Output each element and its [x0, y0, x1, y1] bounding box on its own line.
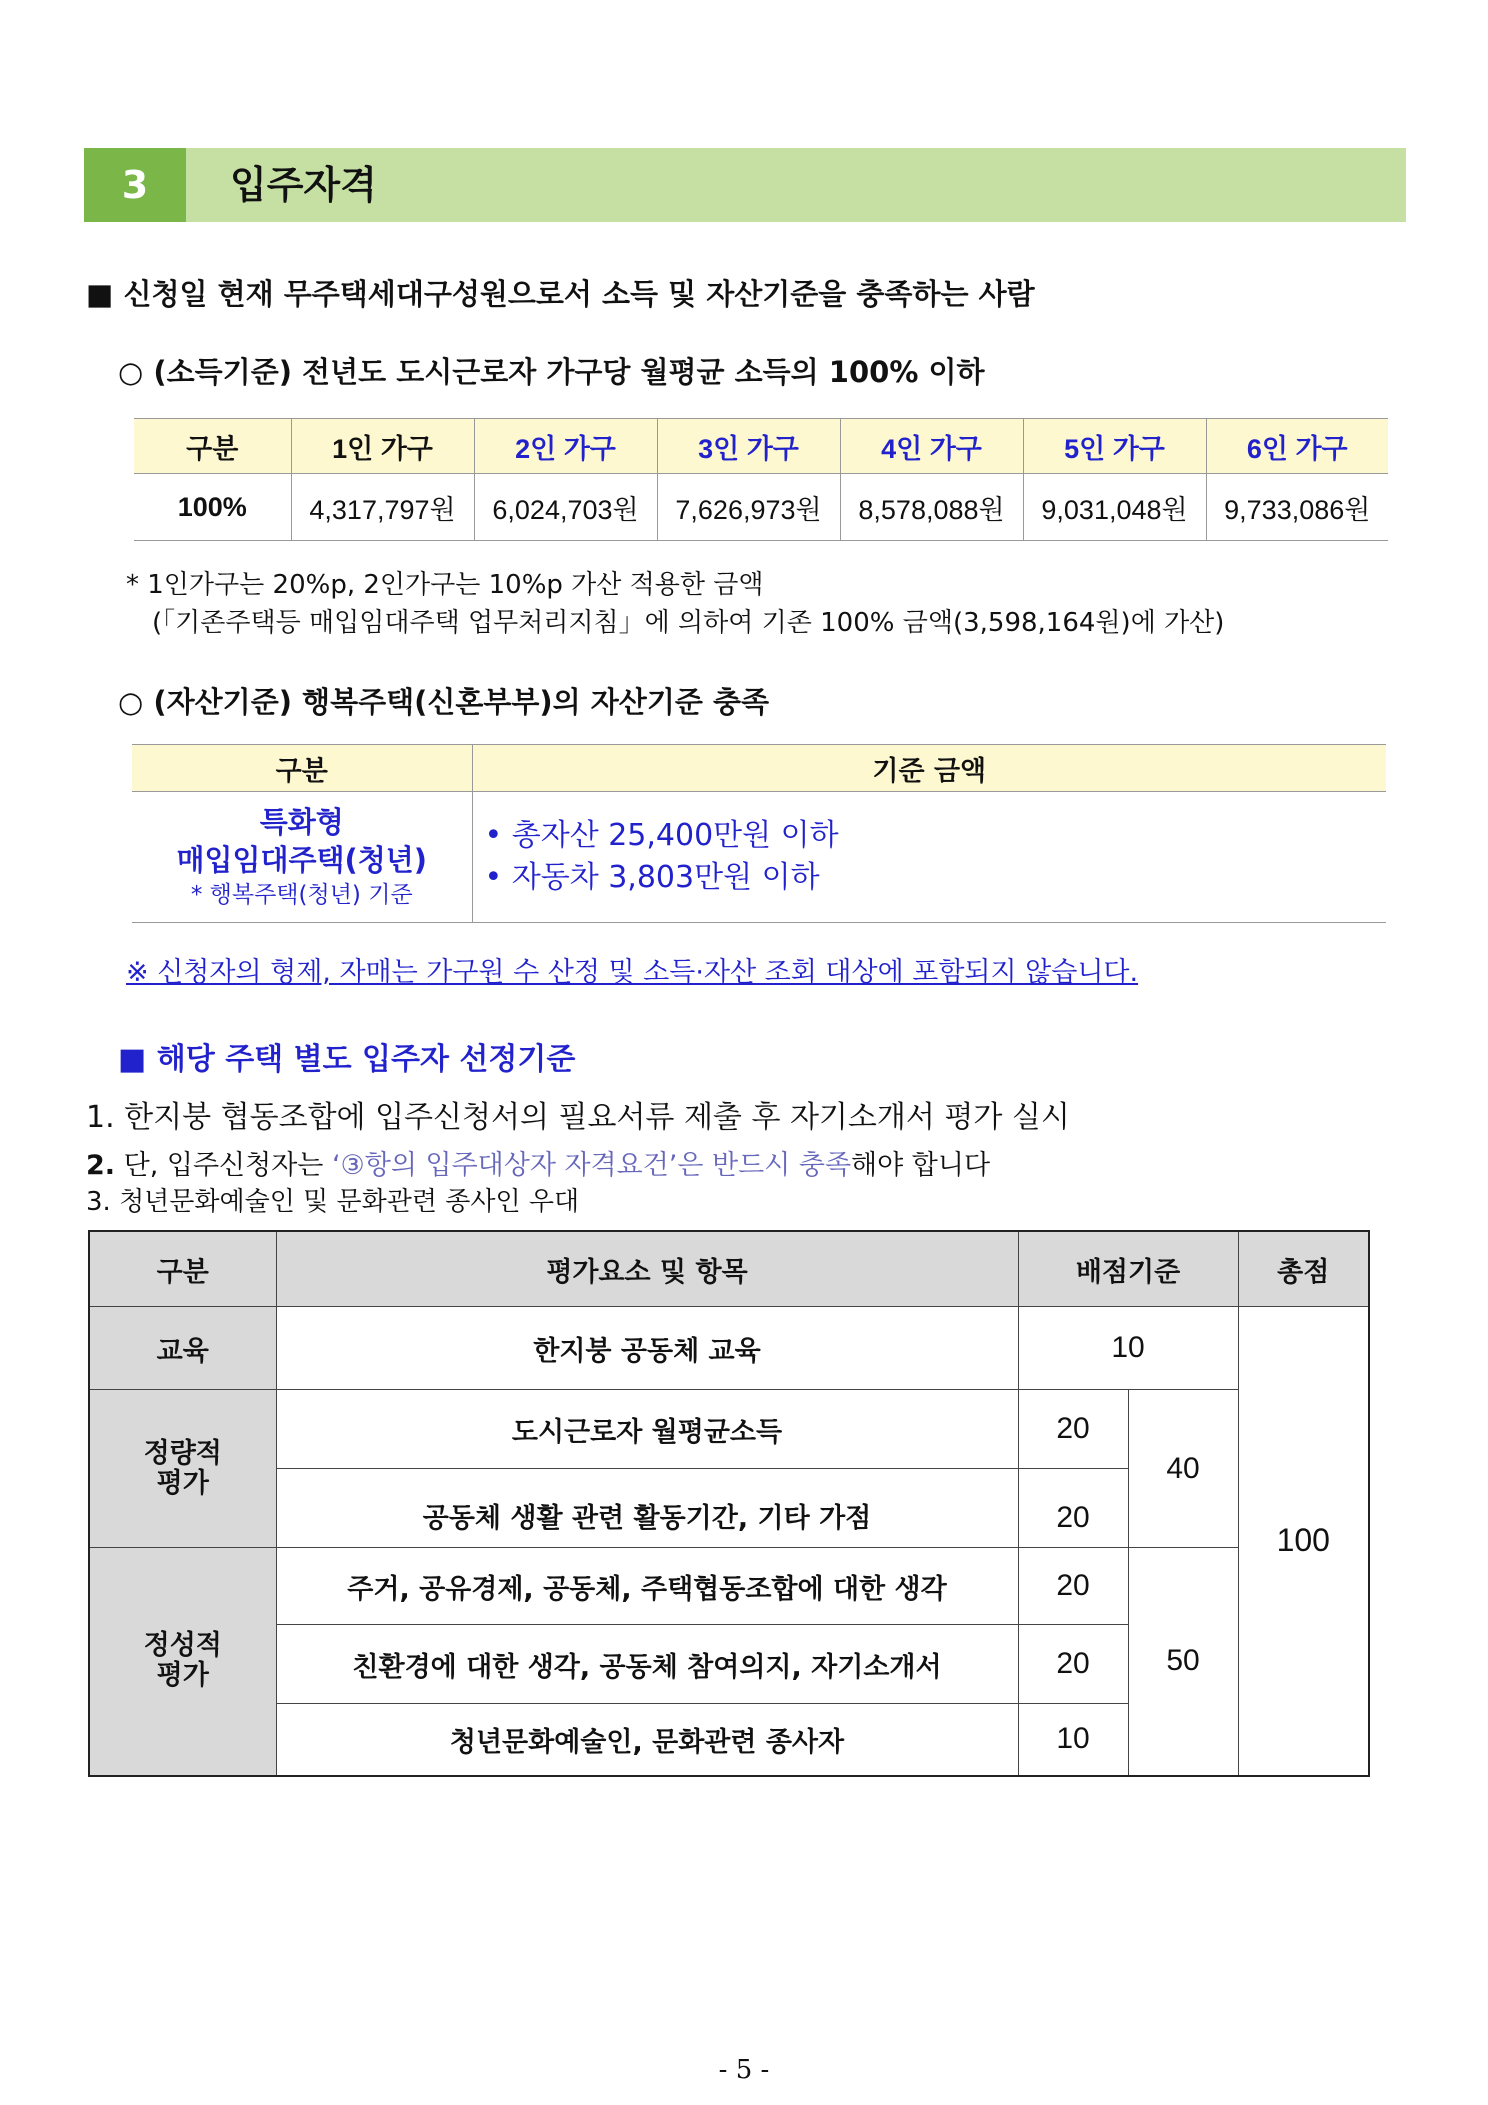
income-value-5: 9,031,048원	[1023, 474, 1206, 541]
eval-qual-item-1: 주거, 공유경제, 공동체, 주택협동조합에 대한 생각	[276, 1548, 1018, 1625]
income-table	[134, 418, 1388, 541]
eval-quant-subtotal: 40	[1128, 1390, 1238, 1548]
eval-qual-score-2: 20	[1018, 1625, 1128, 1704]
income-value-3: 7,626,973원	[657, 474, 840, 541]
asset-type-line2: 매입임대주택(청년)	[176, 843, 428, 877]
family-notice: ※ 신청자의 형제, 자매는 가구원 수 산정 및 소득·자산 조회 대상에 포함되지 않습니다.	[126, 957, 1139, 988]
asset-table	[132, 744, 1386, 923]
asset-header-row	[132, 745, 1386, 792]
page-number: - 5 -	[718, 2055, 770, 2085]
eval-header-total: 총점	[1238, 1231, 1369, 1307]
income-row	[134, 474, 1388, 541]
eval-header-row	[89, 1231, 1369, 1307]
asset-type-line1: 특화형	[259, 805, 344, 839]
eval-row-education	[89, 1307, 1369, 1390]
asset-header-category: 구분	[132, 745, 472, 792]
asset-row	[132, 792, 1386, 923]
income-note-1: * 1인가구는 20%p, 2인가구는 10%p 가산 적용한 금액	[126, 570, 764, 600]
evaluation-table	[88, 1230, 1370, 1777]
eval-header-category: 구분	[89, 1231, 276, 1307]
income-heading: ○ (소득기준) 전년도 도시근로자 가구당 월평균 소득의 100% 이하	[118, 355, 985, 389]
eligibility-heading: ■ 신청일 현재 무주택세대구성원으로서 소득 및 자산기준을 충족하는 사람	[86, 277, 1035, 311]
selection-item-2-part-a: 단, 입주신청자는	[115, 1150, 332, 1181]
income-value-1: 4,317,797원	[291, 474, 474, 541]
eval-qual-item-3: 청년문화예술인, 문화관련 종사자	[276, 1704, 1018, 1776]
eval-education-label: 교육	[89, 1307, 276, 1390]
section-number: 3	[84, 148, 186, 222]
eval-row-qual-1	[89, 1548, 1369, 1625]
eval-quant-item-1: 도시근로자 월평균소득	[276, 1390, 1018, 1469]
asset-type-cell	[132, 792, 472, 923]
asset-type-note: * 행복주택(청년) 기준	[190, 882, 413, 908]
selection-item-1: 1. 한지붕 협동조합에 입주신청서의 필요서류 제출 후 자기소개서 평가 실시	[86, 1100, 1070, 1135]
selection-heading	[118, 1034, 575, 1078]
eval-qual-score-3: 10	[1018, 1704, 1128, 1776]
income-header-row	[134, 419, 1388, 474]
eval-row-quant-1	[89, 1390, 1369, 1469]
eval-education-score: 10	[1018, 1307, 1238, 1390]
eval-qual-score-1: 20	[1018, 1548, 1128, 1625]
selection-item-2-emphasis: ‘③항의 입주대상자 자격요건’은 반드시 충족	[331, 1150, 852, 1181]
selection-item-2-part-c: 해야 합니다	[851, 1150, 991, 1181]
eval-header-score: 배점기준	[1018, 1231, 1238, 1307]
eval-qual-item-2: 친환경에 대한 생각, 공동체 참여의지, 자기소개서	[276, 1625, 1018, 1704]
section-title: 입주자격	[230, 163, 377, 207]
income-value-4: 8,578,088원	[840, 474, 1023, 541]
income-value-6: 9,733,086원	[1206, 474, 1388, 541]
income-value-2: 6,024,703원	[474, 474, 657, 541]
eval-quant-score-2: 20	[1018, 1469, 1128, 1548]
eval-qualitative-label: 정성적 평가	[89, 1548, 276, 1776]
eval-header-item: 평가요소 및 항목	[276, 1231, 1018, 1307]
income-header-1person: 1인 가구	[291, 419, 474, 474]
income-header-3person: 3인 가구	[657, 419, 840, 474]
asset-item-car: • 자동차 3,803만원 이하	[484, 860, 820, 895]
eval-quantitative-label: 정량적 평가	[89, 1390, 276, 1548]
asset-header-amount: 기준 금액	[472, 745, 1386, 792]
income-header-4person: 4인 가구	[840, 419, 1023, 474]
income-header-5person: 5인 가구	[1023, 419, 1206, 474]
section-header	[84, 148, 1406, 222]
income-header-6person: 6인 가구	[1206, 419, 1388, 474]
selection-item-2-number: 2.	[86, 1150, 116, 1181]
eval-education-item: 한지붕 공동체 교육	[276, 1307, 1018, 1390]
income-header-2person: 2인 가구	[474, 419, 657, 474]
selection-heading-text: ■ 해당 주택 별도 입주자 선정기준	[118, 1042, 576, 1077]
eval-total-score: 100	[1238, 1307, 1369, 1776]
income-note-2: (「기존주택등 매입임대주택 업무처리지침」에 의하여 기존 100% 금액(3,598,164원)에 가산)	[152, 608, 1225, 638]
asset-item-total: • 총자산 25,400만원 이하	[484, 818, 839, 853]
eval-quant-item-2: 공동체 생활 관련 활동기간, 기타 가점	[276, 1469, 1018, 1548]
income-row-label: 100%	[134, 474, 291, 541]
asset-heading: ○ (자산기준) 행복주택(신혼부부)의 자산기준 충족	[118, 685, 769, 719]
selection-item-2	[86, 1143, 990, 1182]
eval-quant-score-1: 20	[1018, 1390, 1128, 1469]
income-header-category: 구분	[134, 419, 291, 474]
eval-qual-subtotal: 50	[1128, 1548, 1238, 1776]
asset-amount-cell	[472, 792, 1386, 923]
selection-item-3: 3. 청년문화예술인 및 문화관련 종사인 우대	[86, 1187, 580, 1217]
